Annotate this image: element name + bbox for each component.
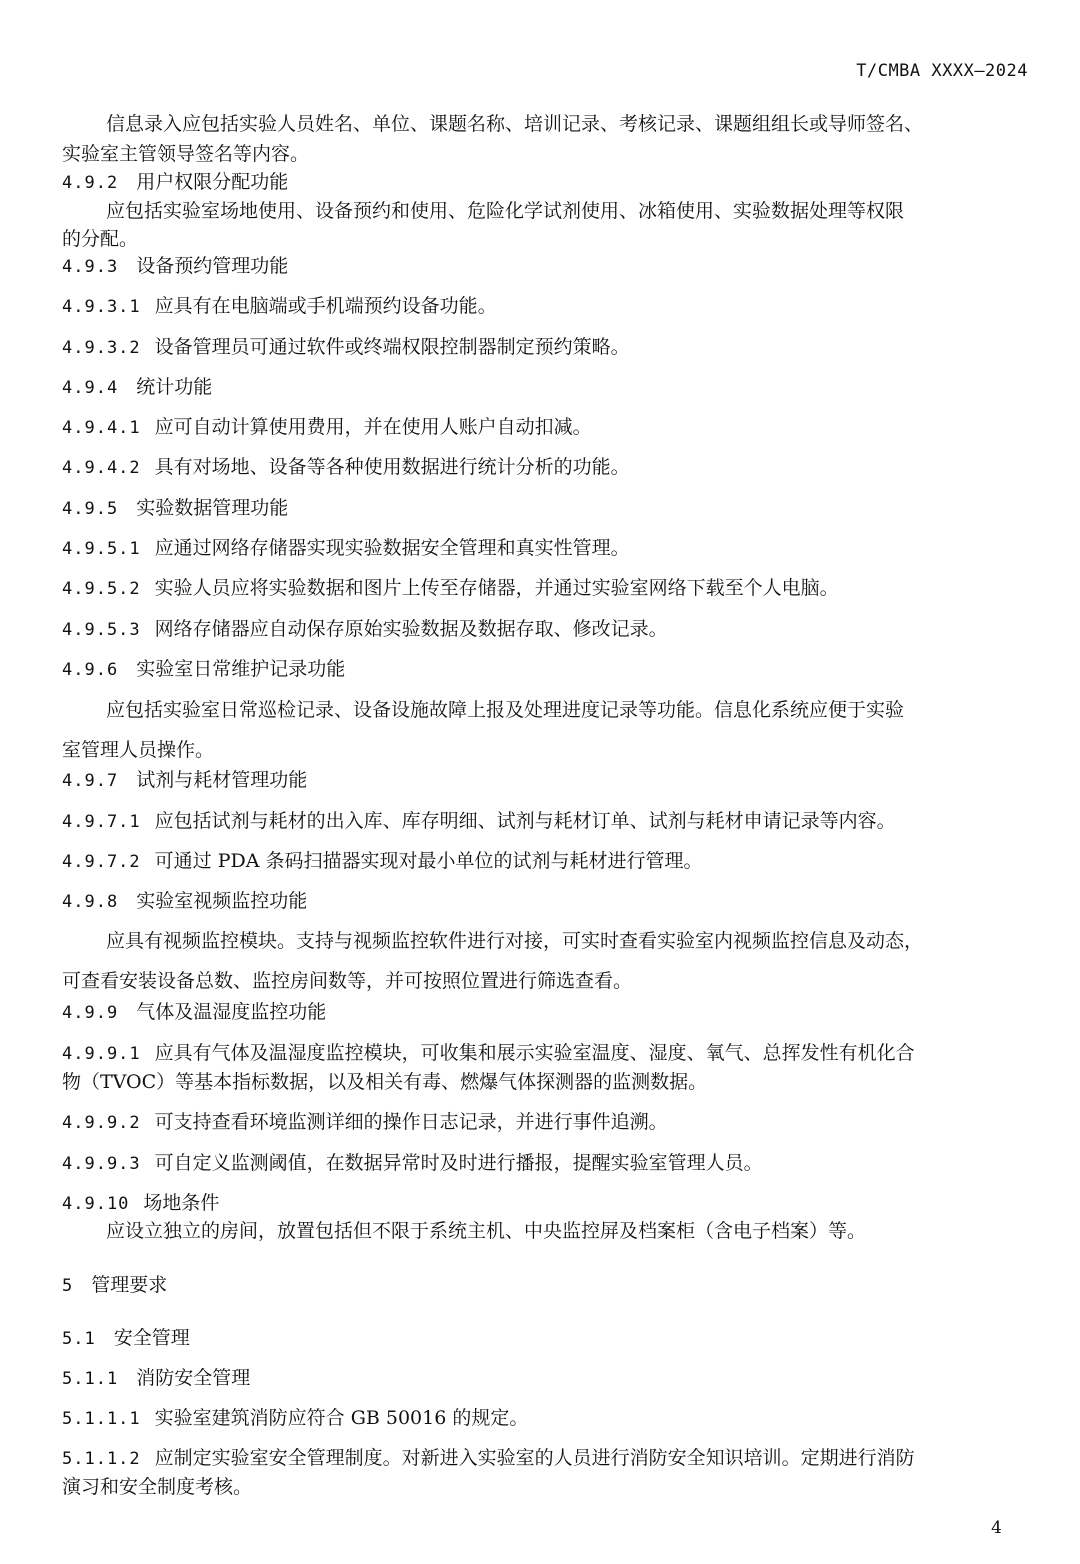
paragraph-4-9-6-line-1: 应包括实验室日常巡检记录、设备设施故障上报及处理进度记录等功能。信息化系统应便于实验 — [106, 699, 905, 721]
section-4-9-9-heading — [62, 998, 326, 1027]
clause-4-9-5-1 — [62, 534, 630, 563]
section-title: 场地条件 — [143, 1192, 220, 1214]
paragraph-4-9-6-line-2: 室管理人员操作。 — [62, 739, 215, 761]
paragraph-4-9-2-line-1: 应包括实验室场地使用、设备预约和使用、危险化学试剂使用、冰箱使用、实验数据处理等权限 — [106, 200, 905, 222]
section-title: 安全管理 — [113, 1327, 190, 1349]
paragraph-info-line-1: 信息录入应包括实验人员姓名、单位、课题名称、培训记录、考核记录、课题组组长或导师签名、 — [106, 113, 924, 135]
paragraph-4-9-8-line-1: 应具有视频监控模块。支持与视频监控软件进行对接，可实时查看实验室内视频监控信息及动态， — [106, 930, 924, 952]
clause-text: 应包括试剂与耗材的出入库、库存明细、试剂与耗材订单、试剂与耗材申请记录等内容。 — [154, 810, 896, 832]
section-4-9-5-heading — [62, 494, 288, 523]
clause-number: 4.9.4.1 — [62, 418, 141, 438]
clause-5-1-1-1 — [62, 1404, 528, 1433]
paragraph-4-9-2-line-2: 的分配。 — [62, 228, 139, 250]
clause-number: 4.9.3.1 — [62, 297, 141, 317]
clause-text: 设备管理员可通过软件或终端权限控制器制定预约策略。 — [154, 336, 630, 358]
clause-4-9-5-3 — [62, 615, 668, 644]
section-number: 4.9.5 — [62, 499, 119, 519]
clause-4-9-7-1 — [62, 807, 896, 836]
clause-4-9-9-3 — [62, 1149, 763, 1178]
section-number: 4.9.4 — [62, 378, 119, 398]
paragraph-info-line-2: 实验室主管领导签名等内容。 — [62, 143, 310, 165]
clause-number: 4.9.4.2 — [62, 458, 141, 478]
document-code-header: T/CMBA XXXX—2024 — [856, 61, 1028, 81]
section-number: 4.9.3 — [62, 257, 119, 277]
clause-text: 可通过 PDA 条码扫描器实现对最小单位的试剂与耗材进行管理。 — [154, 850, 703, 872]
section-title: 管理要求 — [91, 1274, 168, 1296]
paragraph-4-9-10: 应设立独立的房间，放置包括但不限于系统主机、中央监控屏及档案柜（含电子档案）等。 — [106, 1220, 867, 1242]
section-number: 4.9.7 — [62, 771, 119, 791]
clause-text: 实验人员应将实验数据和图片上传至存储器，并通过实验室网络下载至个人电脑。 — [154, 577, 839, 599]
clause-5-1-1-2 — [62, 1444, 915, 1473]
clause-number: 5.1.1.1 — [62, 1409, 141, 1429]
section-number: 5.1.1 — [62, 1369, 119, 1389]
clause-number: 5.1.1.2 — [62, 1449, 141, 1469]
section-title: 实验室视频监控功能 — [136, 890, 308, 912]
clause-text: 可自定义监测阈值，在数据异常时及时进行播报，提醒实验室管理人员。 — [154, 1152, 763, 1174]
clause-text: 实验室建筑消防应符合 GB 50016 的规定。 — [154, 1407, 529, 1429]
clause-text: 应可自动计算使用费用，并在使用人账户自动扣减。 — [154, 416, 592, 438]
clause-4-9-9-1-line-2: 物（TVOC）等基本指标数据，以及相关有毒、燃爆气体探测器的监测数据。 — [62, 1071, 708, 1093]
clause-number: 4.9.7.1 — [62, 812, 141, 832]
clause-4-9-5-2 — [62, 574, 839, 603]
clause-4-9-3-1 — [62, 292, 497, 321]
section-4-9-3-heading — [62, 252, 288, 281]
clause-number: 4.9.5.1 — [62, 539, 141, 559]
clause-number: 4.9.9.1 — [62, 1044, 141, 1064]
clause-number: 4.9.7.2 — [62, 852, 141, 872]
clause-4-9-3-2 — [62, 333, 630, 362]
section-title: 实验室日常维护记录功能 — [136, 658, 346, 680]
clause-number: 4.9.9.3 — [62, 1154, 141, 1174]
clause-4-9-9-2 — [62, 1108, 668, 1137]
clause-text: 具有对场地、设备等各种使用数据进行统计分析的功能。 — [154, 456, 630, 478]
clause-text: 应通过网络存储器实现实验数据安全管理和真实性管理。 — [154, 537, 630, 559]
clause-5-1-1-2-line-2: 演习和安全制度考核。 — [62, 1476, 253, 1498]
clause-text: 可支持查看环境监测详细的操作日志记录，并进行事件追溯。 — [154, 1111, 668, 1133]
section-number: 4.9.10 — [62, 1194, 130, 1214]
section-number: 4.9.2 — [62, 173, 119, 193]
section-5-1-heading — [62, 1324, 190, 1353]
section-4-9-2-heading — [62, 168, 288, 197]
clause-text: 网络存储器应自动保存原始实验数据及数据存取、修改记录。 — [154, 618, 668, 640]
section-4-9-7-heading — [62, 766, 307, 795]
section-4-9-10-heading — [62, 1189, 219, 1218]
page-number: 4 — [991, 1518, 1002, 1538]
section-number: 4.9.6 — [62, 660, 119, 680]
section-4-9-4-heading — [62, 373, 212, 402]
paragraph-4-9-8-line-2: 可查看安装设备总数、监控房间数等，并可按照位置进行筛选查看。 — [62, 970, 633, 992]
clause-4-9-4-1 — [62, 413, 592, 442]
section-title: 试剂与耗材管理功能 — [136, 769, 308, 791]
section-4-9-8-heading — [62, 887, 307, 916]
clause-4-9-4-2 — [62, 453, 630, 482]
section-title: 用户权限分配功能 — [136, 171, 289, 193]
section-number: 4.9.9 — [62, 1003, 119, 1023]
clause-4-9-9-1 — [62, 1039, 915, 1068]
section-title: 气体及温湿度监控功能 — [136, 1001, 327, 1023]
clause-text: 应具有在电脑端或手机端预约设备功能。 — [154, 295, 497, 317]
section-title: 统计功能 — [136, 376, 213, 398]
section-4-9-6-heading — [62, 655, 345, 684]
clause-number: 4.9.5.3 — [62, 620, 141, 640]
clause-number: 4.9.3.2 — [62, 338, 141, 358]
section-5-1-1-heading — [62, 1364, 250, 1393]
clause-text: 应具有气体及温湿度监控模块，可收集和展示实验室温度、湿度、氧气、总挥发性有机化合 — [154, 1042, 915, 1064]
clause-number: 4.9.5.2 — [62, 579, 141, 599]
section-title: 消防安全管理 — [136, 1367, 251, 1389]
section-5-heading — [62, 1271, 167, 1300]
section-number: 4.9.8 — [62, 892, 119, 912]
clause-number: 4.9.9.2 — [62, 1113, 141, 1133]
section-number: 5.1 — [62, 1329, 96, 1349]
clause-text: 应制定实验室安全管理制度。对新进入实验室的人员进行消防安全知识培训。定期进行消防 — [154, 1447, 915, 1469]
section-title: 实验数据管理功能 — [136, 497, 289, 519]
clause-4-9-7-2 — [62, 847, 702, 876]
section-number: 5 — [62, 1276, 74, 1296]
section-title: 设备预约管理功能 — [136, 255, 289, 277]
